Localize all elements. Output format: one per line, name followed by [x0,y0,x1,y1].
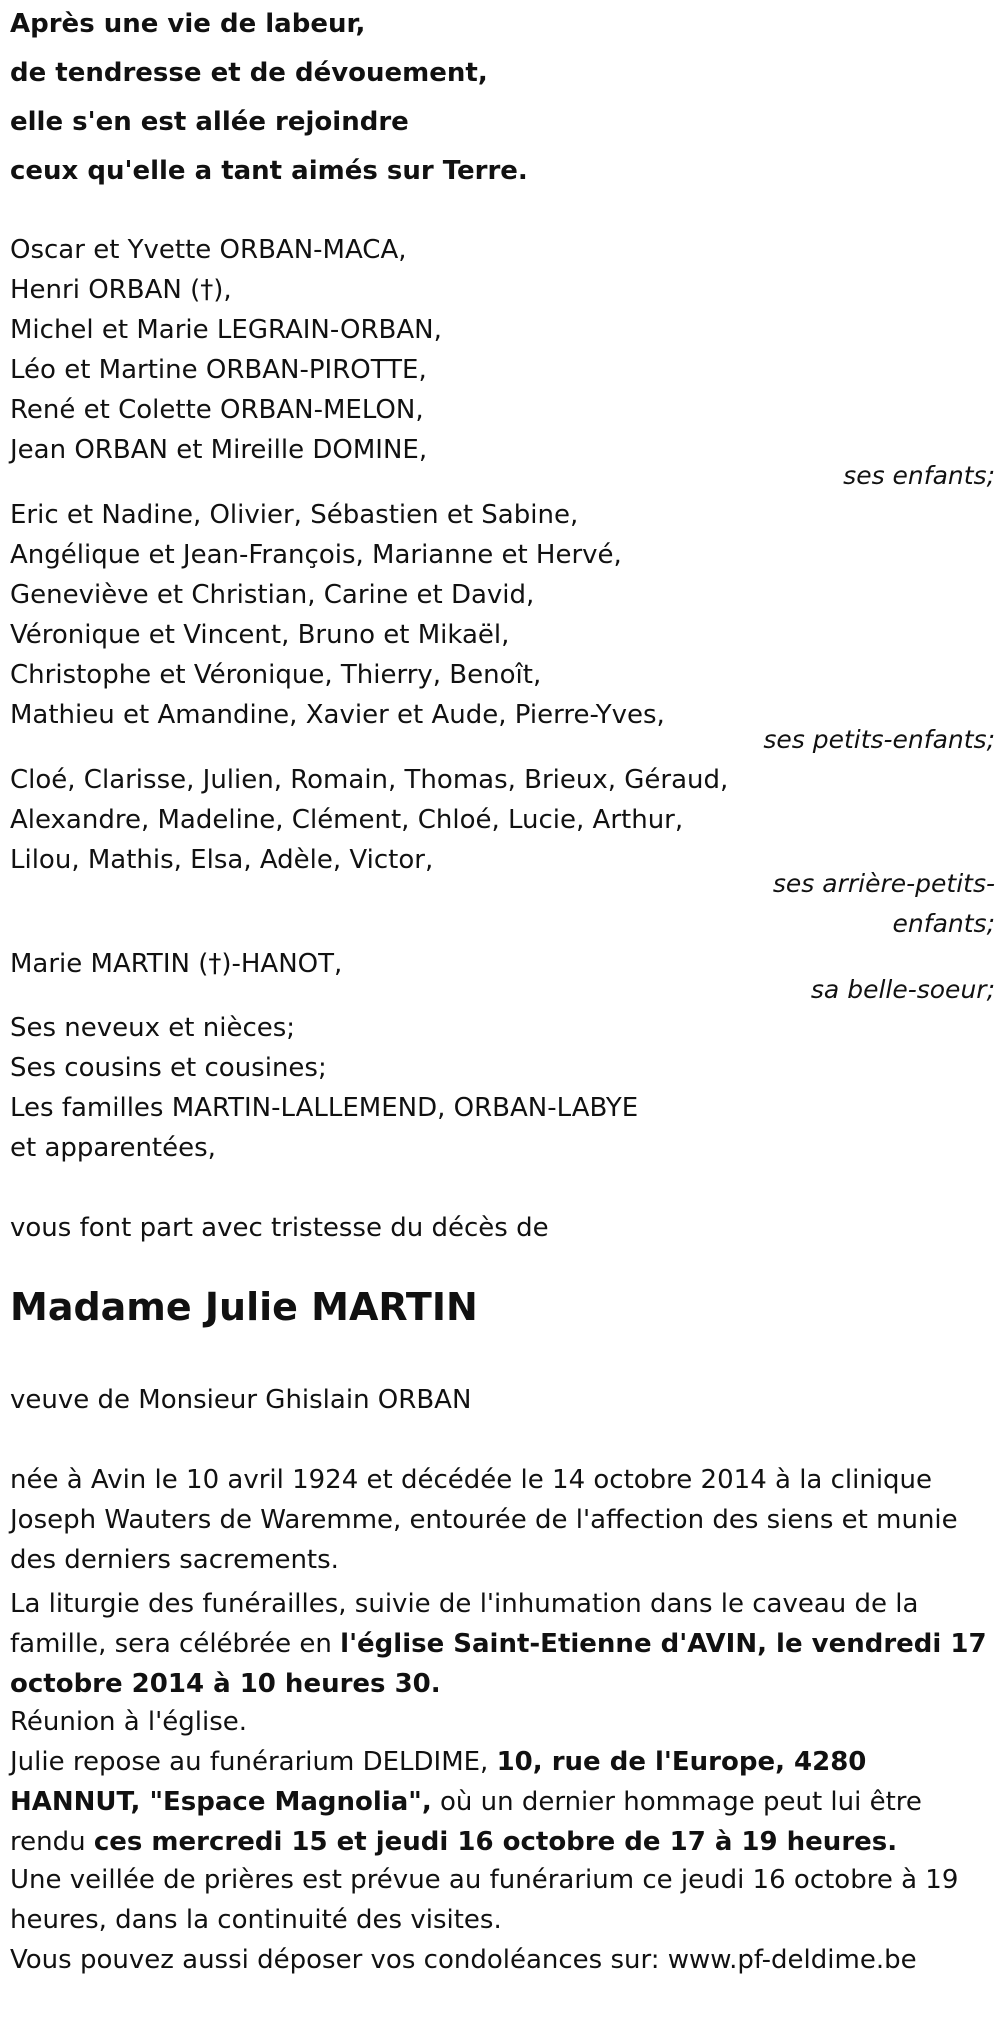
list-item: Christophe et Véronique, Thierry, Benoît, [10,660,542,690]
great-grandchildren-list [10,760,728,880]
intro-text [10,0,528,196]
sister-in-law-role: sa belle-soeur; [810,975,995,1004]
funeral-home-address: 10, rue de l'Europe, 4280 HANNUT, "Espace Magnolia", [10,1747,867,1817]
condolences-paragraph: Vous pouvez aussi déposer vos condoléances sur: www.pf-deldime.be [10,1945,917,1975]
list-item: Lilou, Mathis, Elsa, Adèle, Victor, [10,845,434,875]
other-relatives [10,1008,638,1168]
liturgy-details: l'église Saint-Etienne d'AVIN, le vendredi 17 octobre 2014 à 10 heures 30. [10,1629,987,1699]
children-list [10,230,442,470]
vigil-paragraph: Une veillée de prières est prévue au funérarium ce jeudi 16 octobre à 19 heures, dans la continuité des visites. [10,1865,959,1935]
widow-of-text: veuve de Monsieur Ghislain ORBAN [10,1385,472,1415]
role-line: ses arrière-petits- [772,869,995,898]
intro-line: Après une vie de labeur, [10,9,366,39]
list-item: Ses neveux et nièces; [10,1013,296,1043]
list-item: Michel et Marie LEGRAIN-ORBAN, [10,315,442,345]
list-item: Léo et Martine ORBAN-PIROTTE, [10,355,427,385]
announcement [10,1208,549,1248]
liturgy-text: La liturgie des funérailles, suivie de l'inhumation dans le caveau de la famille, sera célébrée en [10,1589,919,1659]
list-item: Geneviève et Christian, Carine et David, [10,580,535,610]
list-item: Mathieu et Amandine, Xavier et Aude, Pierre-Yves, [10,700,665,730]
funeral-home-text: Julie repose au funérarium DELDIME, [10,1747,497,1777]
intro-line: elle s'en est allée rejoindre [10,107,409,137]
list-item: Eric et Nadine, Olivier, Sébastien et Sabine, [10,500,579,530]
visiting-hours: ces mercredi 15 et jeudi 16 octobre de 17 à 19 heures. [93,1827,898,1857]
list-item: Alexandre, Madeline, Clément, Chloé, Lucie, Arthur, [10,805,684,835]
children-role: ses enfants; [843,461,995,490]
role-line: enfants; [892,909,995,938]
list-item: Oscar et Yvette ORBAN-MACA, [10,235,407,265]
list-item: Angélique et Jean-François, Marianne et Hervé, [10,540,622,570]
widow-of [10,1380,471,1420]
great-grandchildren-role [773,864,995,944]
intro-line: de tendresse et de dévouement, [10,58,488,88]
list-item: Henri ORBAN (†), [10,275,232,305]
list-item: et apparentées, [10,1133,216,1163]
deceased-name: Madame Julie MARTIN [10,1285,478,1329]
funeral-home-text: où un dernier hommage peut lui être rendu [10,1787,922,1857]
reunion-paragraph: Réunion à l'église. [10,1707,248,1737]
list-item: Les familles MARTIN-LALLEMEND, ORBAN-LABYE [10,1093,639,1123]
list-item: René et Colette ORBAN-MELON, [10,395,424,425]
list-item: Marie MARTIN (†)-HANOT, [10,949,343,979]
list-item: Véronique et Vincent, Bruno et Mikaël, [10,620,510,650]
grandchildren-role: ses petits-enfants; [763,725,995,754]
announcement-text: vous font part avec tristesse du décès de [10,1213,549,1243]
liturgy-paragraph [10,1584,995,1704]
sister-in-law [10,944,342,984]
list-item: Jean ORBAN et Mireille DOMINE, [10,435,428,465]
list-item: Ses cousins et cousines; [10,1053,327,1083]
birth-death-paragraph: née à Avin le 10 avril 1924 et décédée le 14 octobre 2014 à la clinique Joseph Wauters de Waremme, entourée de l'affection des siens et munie des derniers sacrements. [10,1465,958,1575]
grandchildren-list [10,495,665,735]
funeral-home-paragraph [10,1742,995,1862]
intro-line: ceux qu'elle a tant aimés sur Terre. [10,156,528,186]
list-item: Cloé, Clarisse, Julien, Romain, Thomas, Brieux, Géraud, [10,765,729,795]
